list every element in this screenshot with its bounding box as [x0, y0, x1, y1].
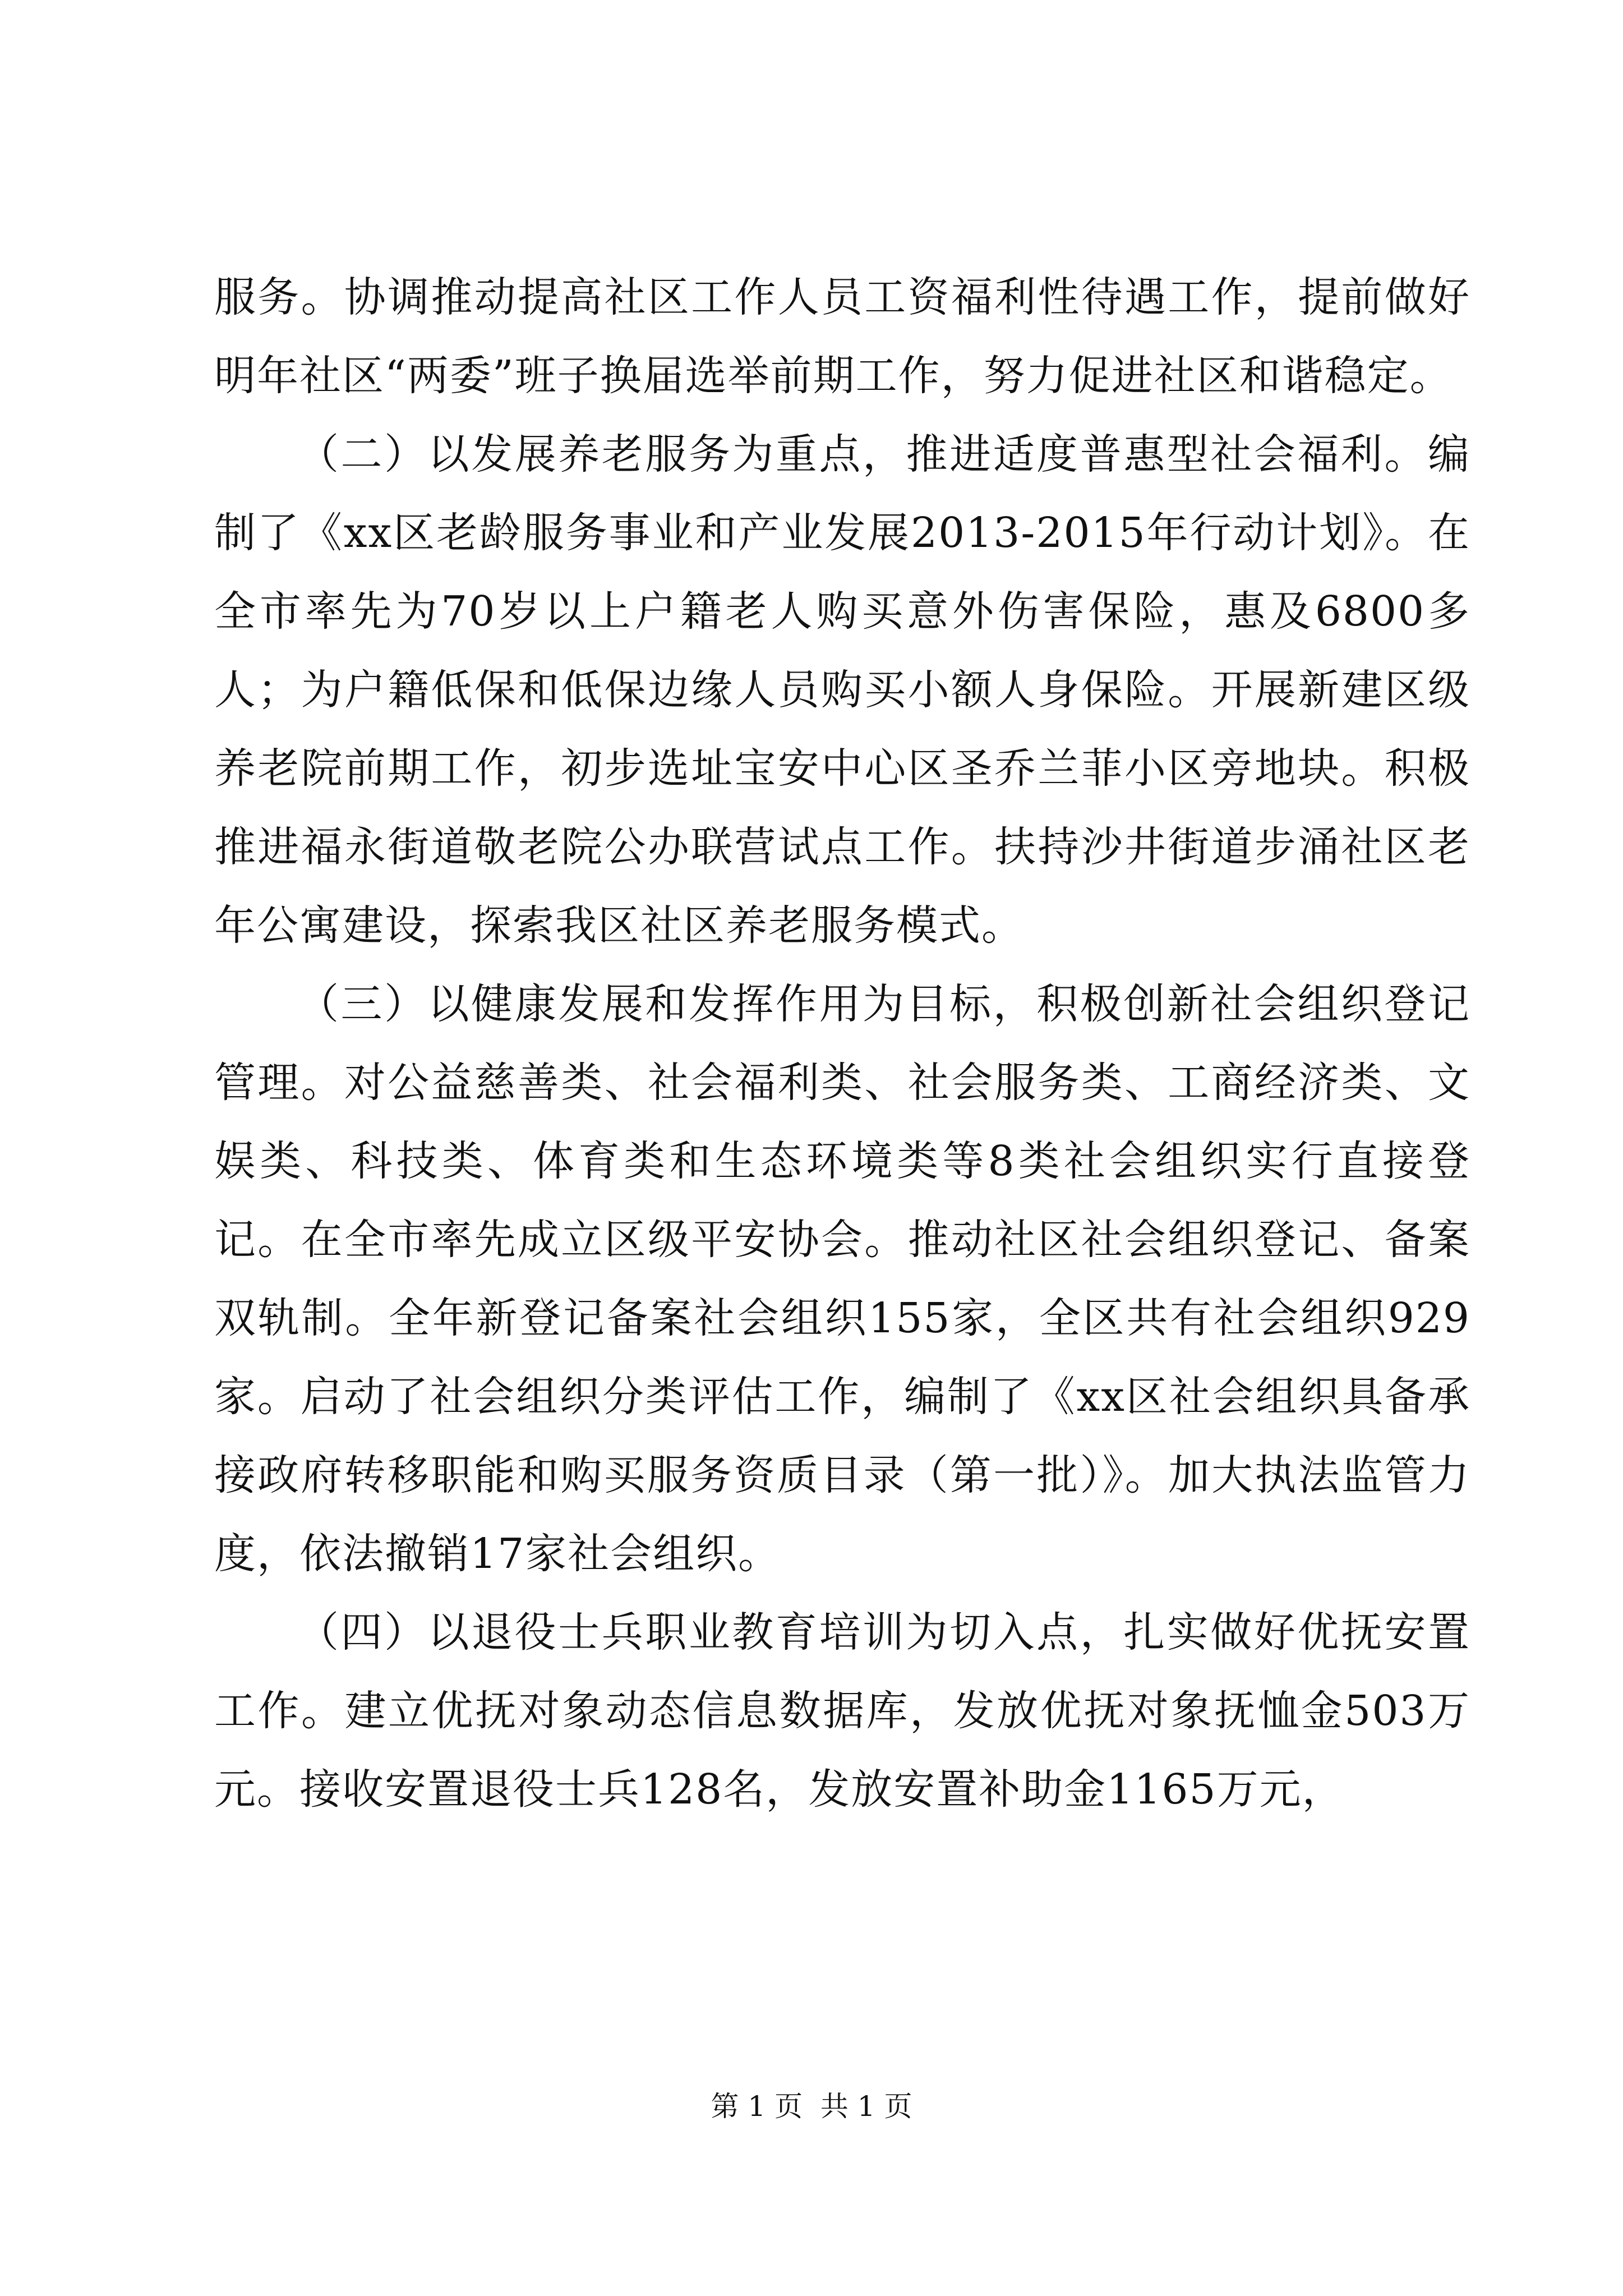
paragraph-4: （四）以退役士兵职业教育培训为切入点，扎实做好优抚安置工作。建立优抚对象动态信息数据库，发放优抚对象抚恤金503万元。接收安置退役士兵128名，发放安置补助金1165万元，	[214, 1608, 1470, 1814]
page-number-label: 第 1 页 共 1 页	[711, 2090, 912, 2123]
document-body	[214, 258, 1470, 1829]
paragraph-1: 服务。协调推动提高社区工作人员工资福利性待遇工作，提前做好明年社区“两委”班子换届选举前期工作，努力促进社区和谐稳定。	[214, 273, 1470, 400]
paragraph-2: （二）以发展养老服务为重点，推进适度普惠型社会福利。编制了《xx区老龄服务事业和产业发展2013-2015年行动计划》。在全市率先为70岁以上户籍老人购买意外伤害保险，惠及6800多人；为户籍低保和低保边缘人员购买小额人身保险。开展新建区级养老院前期工作，初步选址宝安中心区圣乔兰菲小区旁地块。积极推进福永街道敬老院公办联营试点工作。扶持沙井街道步涌社区老年公寓建设，探索我区社区养老服务模式。	[214, 430, 1470, 950]
paragraph-3: （三）以健康发展和发挥作用为目标，积极创新社会组织登记管理。对公益慈善类、社会福利类、社会服务类、工商经济类、文娱类、科技类、体育类和生态环境类等8类社会组织实行直接登记。在全市率先成立区级平安协会。推动社区社会组织登记、备案双轨制。全年新登记备案社会组织155家，全区共有社会组织929家。启动了社会组织分类评估工作，编制了《xx区社会组织具备承接政府转移职能和购买服务资质目录（第一批）》。加大执法监管力度，依法撤销17家社会组织。	[214, 980, 1470, 1578]
page-footer	[0, 2087, 1623, 2126]
